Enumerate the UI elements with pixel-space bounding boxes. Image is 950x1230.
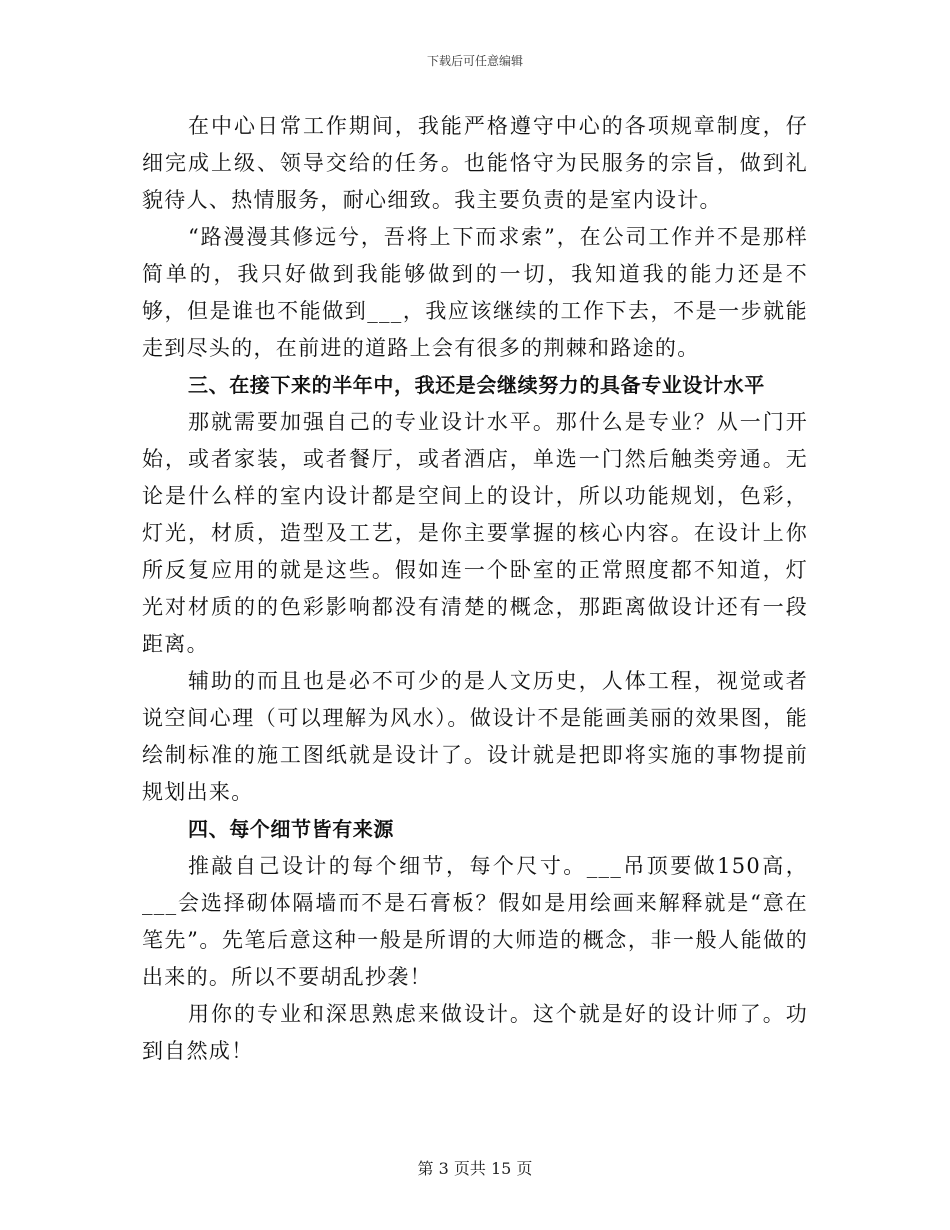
paragraph-conclusion: 用你的专业和深思熟虑来做设计。这个就是好的设计师了。功到自然成！	[142, 1002, 808, 1063]
paragraph-details: 推敲自己设计的每个细节，每个尺寸。___吊顶要做150高，___会选择砌体隔墙而不是石膏板？假如是用绘画来解释就是“意在笔先”。先笔后意这种一般是所谓的大师造的概念，非一般人能做的出来的。所以不要胡乱抄袭！	[142, 854, 808, 989]
section-heading-three: 三、在接下来的半年中，我还是会继续努力的具备专业设计水平	[188, 373, 765, 397]
paragraph-professional-level: 那就需要加强自己的专业设计水平。那什么是专业？从一门开始，或者家装，或者餐厅，或者酒店，单选一门然后触类旁通。无论是什么样的室内设计都是空间上的设计，所以功能规划，色彩，灯光，材质，造型及工艺，是你主要掌握的核心内容。在设计上你所反复应用的就是这些。假如连一个卧室的正常照度都不知道，灯光对材质的的色彩影响都没有清楚的概念，那距离做设计还有一段距离。	[142, 410, 808, 656]
paragraph-work-attitude: 在中心日常工作期间，我能严格遵守中心的各项规章制度，仔细完成上级、领导交给的任务。也能恪守为民服务的宗旨，做到礼貌待人、热情服务，耐心细致。我主要负责的是室内设计。	[142, 114, 808, 212]
paragraph-auxiliary-knowledge: 辅助的而且也是必不可少的是人文历史，人体工程，视觉或者说空间心理（可以理解为风水）。做设计不是能画美丽的效果图，能绘制标准的施工图纸就是设计了。设计就是把即将实施的事物提前规划出来。	[142, 669, 808, 804]
paragraph-quote: “路漫漫其修远兮，吾将上下而求索”，在公司工作并不是那样简单的，我只好做到我能够做到的一切，我知道我的能力还是不够，但是谁也不能做到___，我应该继续的工作下去，不是一步就能走到尽头的，在前进的道路上会有很多的荆棘和路途的。	[142, 225, 808, 360]
page-header: 下载后可任意编辑	[426, 54, 523, 68]
document-body	[142, 108, 808, 1070]
page-number: 第 3 页共 15 页	[417, 1159, 533, 1178]
section-heading-four: 四、每个细节皆有来源	[188, 817, 394, 841]
